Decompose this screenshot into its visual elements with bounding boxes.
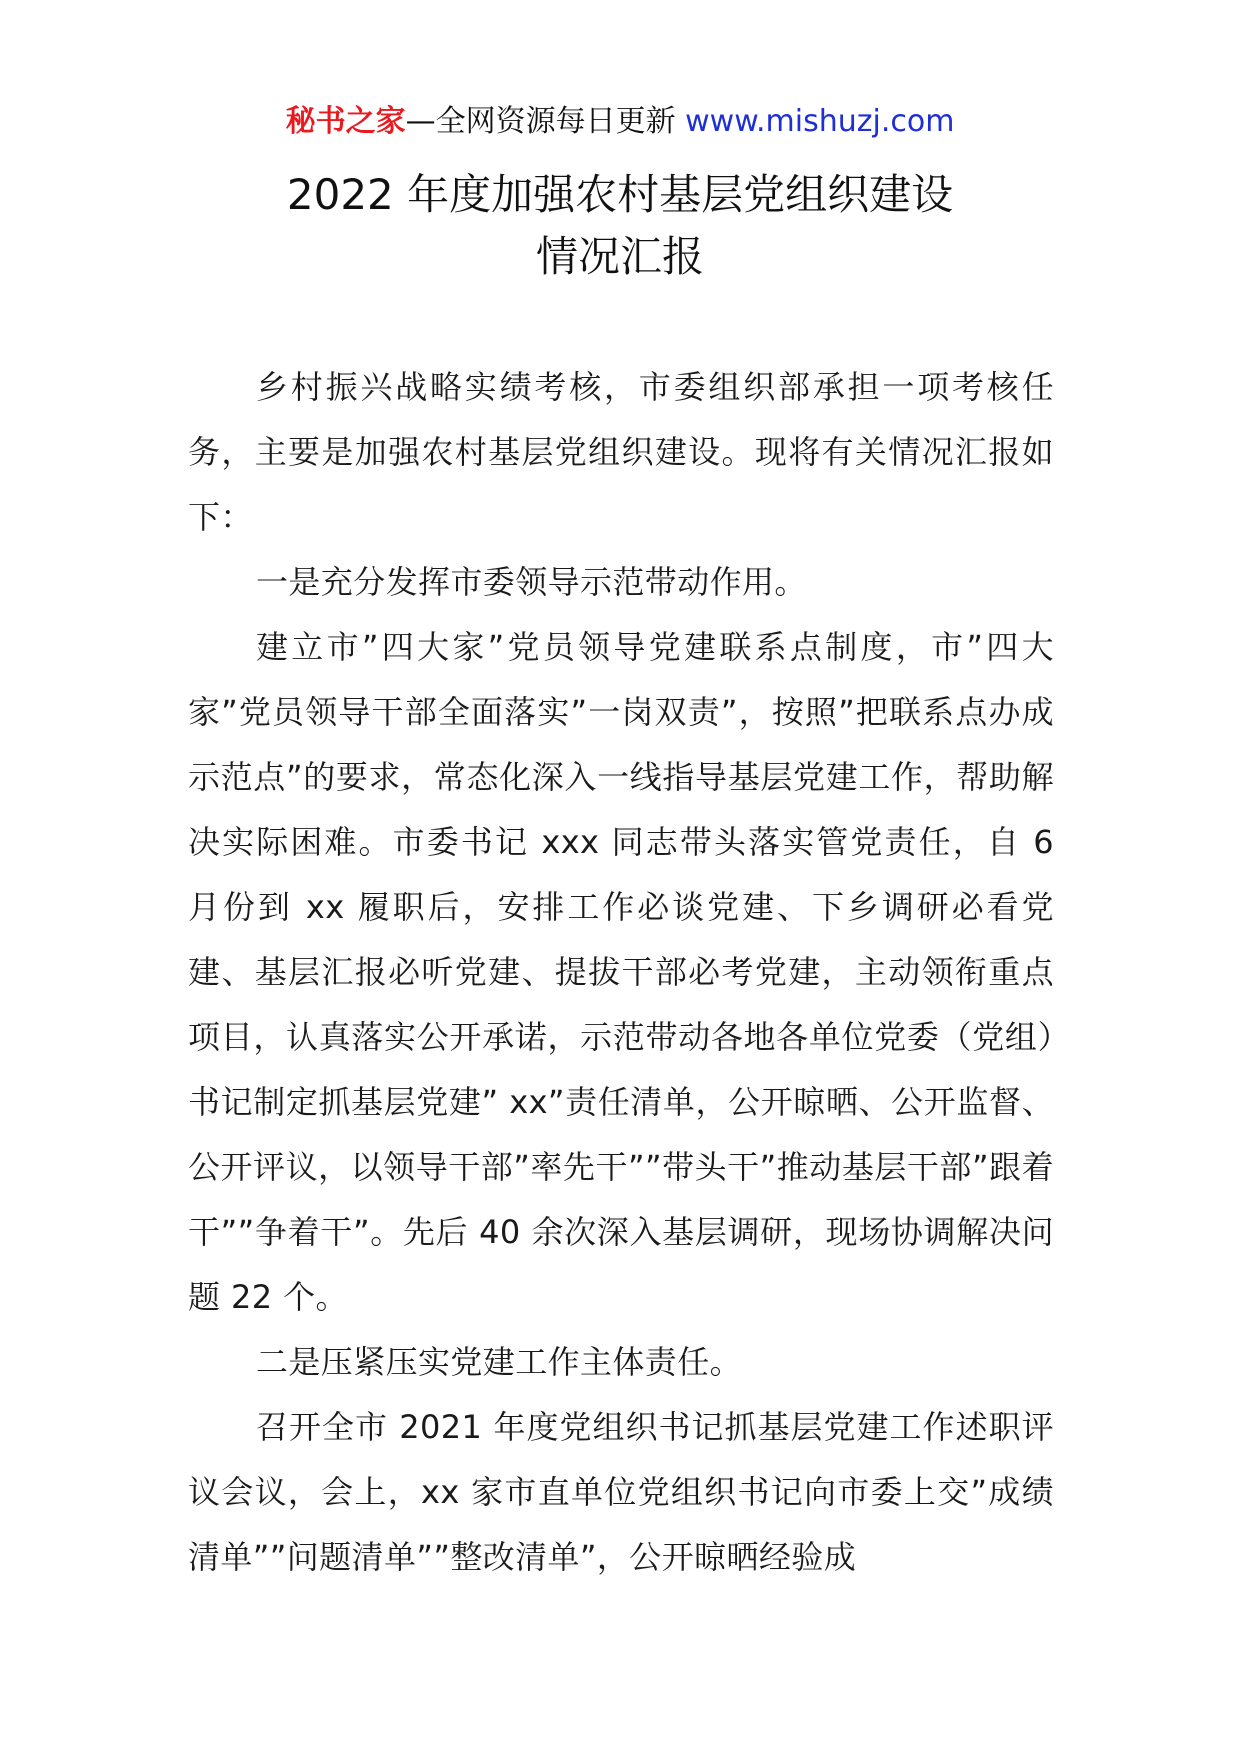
paragraph-intro: 乡村振兴战略实绩考核，市委组织部承担一项考核任务，主要是加强农村基层党组织建设。现将有关情况汇报如下： — [188, 368, 1054, 536]
paragraph-heading-1: 一是充分发挥市委领导示范带动作用。 — [256, 563, 807, 601]
paragraph-heading-2: 二是压紧压实党建工作主体责任。 — [256, 1343, 743, 1381]
site-banner — [0, 100, 1240, 144]
document-title-line-1: 2022 年度加强农村基层党组织建设 — [286, 170, 954, 219]
banner-url[interactable]: www.mishuzj.com — [685, 104, 955, 139]
document-title-line-2: 情况汇报 — [535, 232, 704, 281]
paragraph-section-2: 召开全市 2021 年度党组织书记抓基层党建工作述职评议会议，会上，xx 家市直单位党组织书记向市委上交”成绩清单””问题清单””整改清单”，公开晾晒经验成 — [188, 1408, 1054, 1576]
banner-brand: 秘书之家 — [285, 104, 406, 139]
document-body — [188, 355, 1054, 1590]
paragraph-section-1: 建立市”四大家”党员领导党建联系点制度，市”四大家”党员领导干部全面落实”一岗双责”，按照”把联系点办成示范点”的要求，常态化深入一线指导基层党建工作，帮助解决实际困难。市委书记 xxx 同志带头落实管党责任，自 6 月份到 xx 履职后，安排工作必谈党建、下乡调研必看党建、基层汇报必听党建、提拔干部必考党建，主动领衔重点项目，认真落实公开承诺，示范带动各地各单位党委（党组）书记制定抓基层党建” xx”责任清单，公开晾晒、公开监督、公开评议，以领导干部”率先干””带头干”推动基层干部”跟着干””争着干”。先后 40 余次深入基层调研，现场协调解决问题 22 个。 — [188, 628, 1054, 1316]
banner-slogan: —全网资源每日更新 — [405, 104, 686, 139]
